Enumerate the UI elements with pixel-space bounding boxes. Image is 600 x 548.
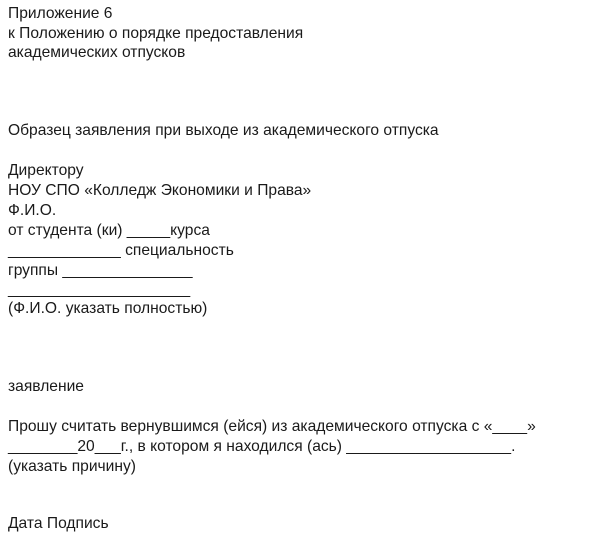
addressee-institution: НОУ СПО «Колледж Экономики и Права» <box>8 182 312 199</box>
statement-title: заявление <box>8 378 84 395</box>
form-title: Образец заявления при выходе из академического отпуска <box>8 122 439 139</box>
group-line: группы _______________ <box>8 262 193 279</box>
appendix-reference: к Положению о порядке предоставления <box>8 25 304 42</box>
reason-hint: (указать причину) <box>8 458 136 475</box>
addressee-name: Ф.И.О. <box>8 202 57 219</box>
full-name-blank: _____________________ <box>8 281 191 298</box>
date-signature-line: Дата Подпись <box>8 515 109 532</box>
statement-body-line-2: ________20___г., в котором я находился (ась) ___________________. <box>8 438 516 455</box>
full-name-hint: (Ф.И.О. указать полностью) <box>8 300 208 317</box>
appendix-number: Приложение 6 <box>8 5 113 22</box>
student-course-line: от студента (ки) _____курса <box>8 222 210 239</box>
appendix-subject: академических отпусков <box>8 44 186 61</box>
specialty-line: _____________ специальность <box>8 242 234 259</box>
addressee-position: Директору <box>8 162 84 179</box>
statement-body-line-1: Прошу считать вернувшимся (ейся) из академического отпуска с «____» <box>8 418 536 435</box>
